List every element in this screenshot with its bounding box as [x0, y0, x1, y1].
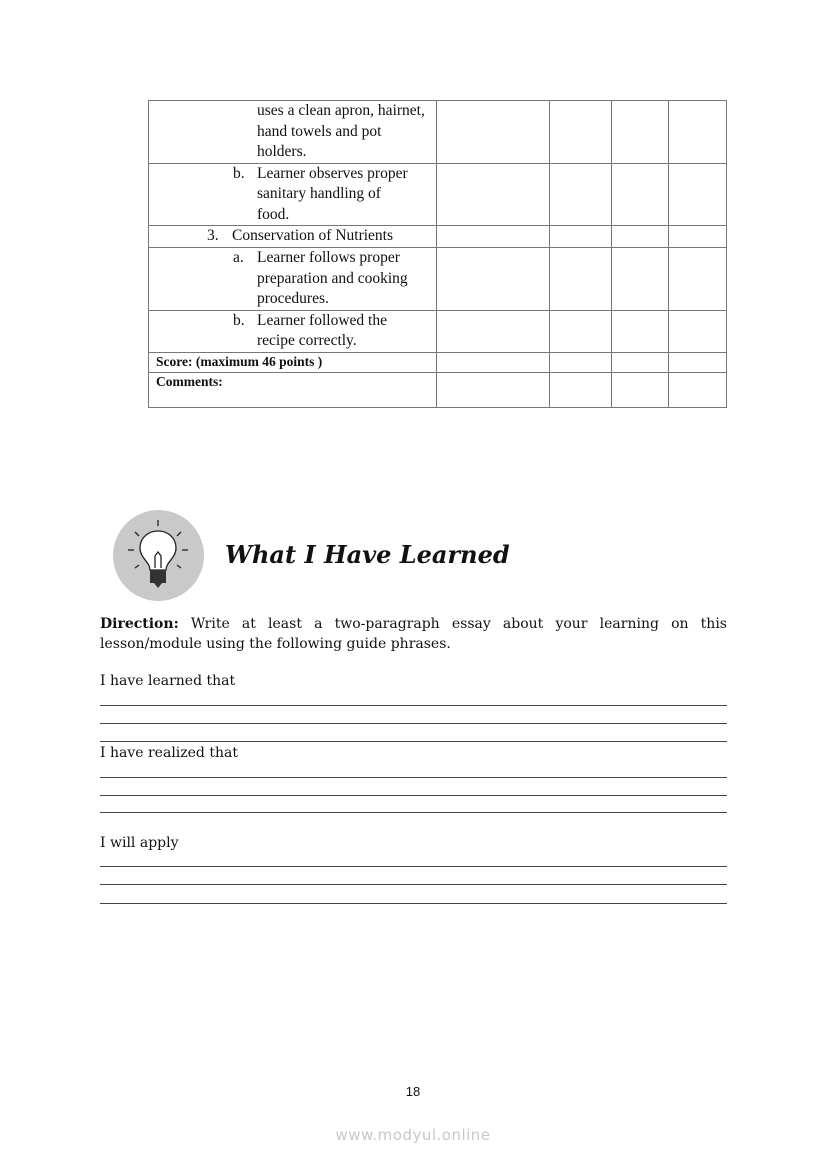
row-text: Learner follows proper preparation and cooking procedures.: [257, 249, 408, 307]
direction-text: [100, 614, 727, 654]
row-marker: 3.: [207, 227, 219, 244]
direction-body: Write at least a two-paragraph essay about your learning on this lesson/module using the following guide phrases.: [100, 616, 727, 652]
table-row: [149, 310, 727, 352]
score-row: [149, 352, 727, 372]
answer-line[interactable]: [100, 777, 727, 778]
answer-line[interactable]: [100, 723, 727, 724]
comments-label: Comments:: [156, 373, 223, 389]
row-marker: a.: [233, 249, 244, 266]
prompt-learned: I have learned that: [100, 673, 236, 689]
page-number: 18: [405, 1084, 421, 1099]
rubric-table: [148, 100, 727, 408]
row-text: Learner observes proper sanitary handling of food.: [257, 164, 408, 223]
lightbulb-icon: [113, 510, 204, 601]
answer-line[interactable]: [100, 812, 727, 813]
table-row: [149, 163, 727, 226]
prompt-realized: I have realized that: [100, 745, 238, 761]
row-marker: b.: [233, 311, 245, 329]
row-marker: b.: [233, 164, 245, 182]
answer-line[interactable]: [100, 884, 727, 885]
answer-line[interactable]: [100, 903, 727, 904]
comments-row: [149, 372, 727, 407]
watermark: www.modyul.online: [335, 1126, 491, 1144]
answer-line[interactable]: [100, 866, 727, 867]
table-row: [149, 226, 727, 248]
table-row: [149, 248, 727, 311]
answer-line[interactable]: [100, 741, 727, 742]
table-row: [149, 101, 727, 164]
row-text: uses a clean apron, hairnet, hand towels and pot holders.: [257, 102, 425, 160]
score-label: Score: (maximum 46 points ): [156, 353, 323, 369]
section-title: What I Have Learned: [225, 540, 510, 569]
row-text: Learner followed the recipe correctly.: [257, 311, 387, 349]
prompt-apply: I will apply: [100, 835, 179, 851]
answer-line[interactable]: [100, 795, 727, 796]
row-text: Conservation of Nutrients: [232, 227, 394, 244]
answer-line[interactable]: [100, 705, 727, 706]
direction-label: Direction:: [100, 616, 179, 632]
